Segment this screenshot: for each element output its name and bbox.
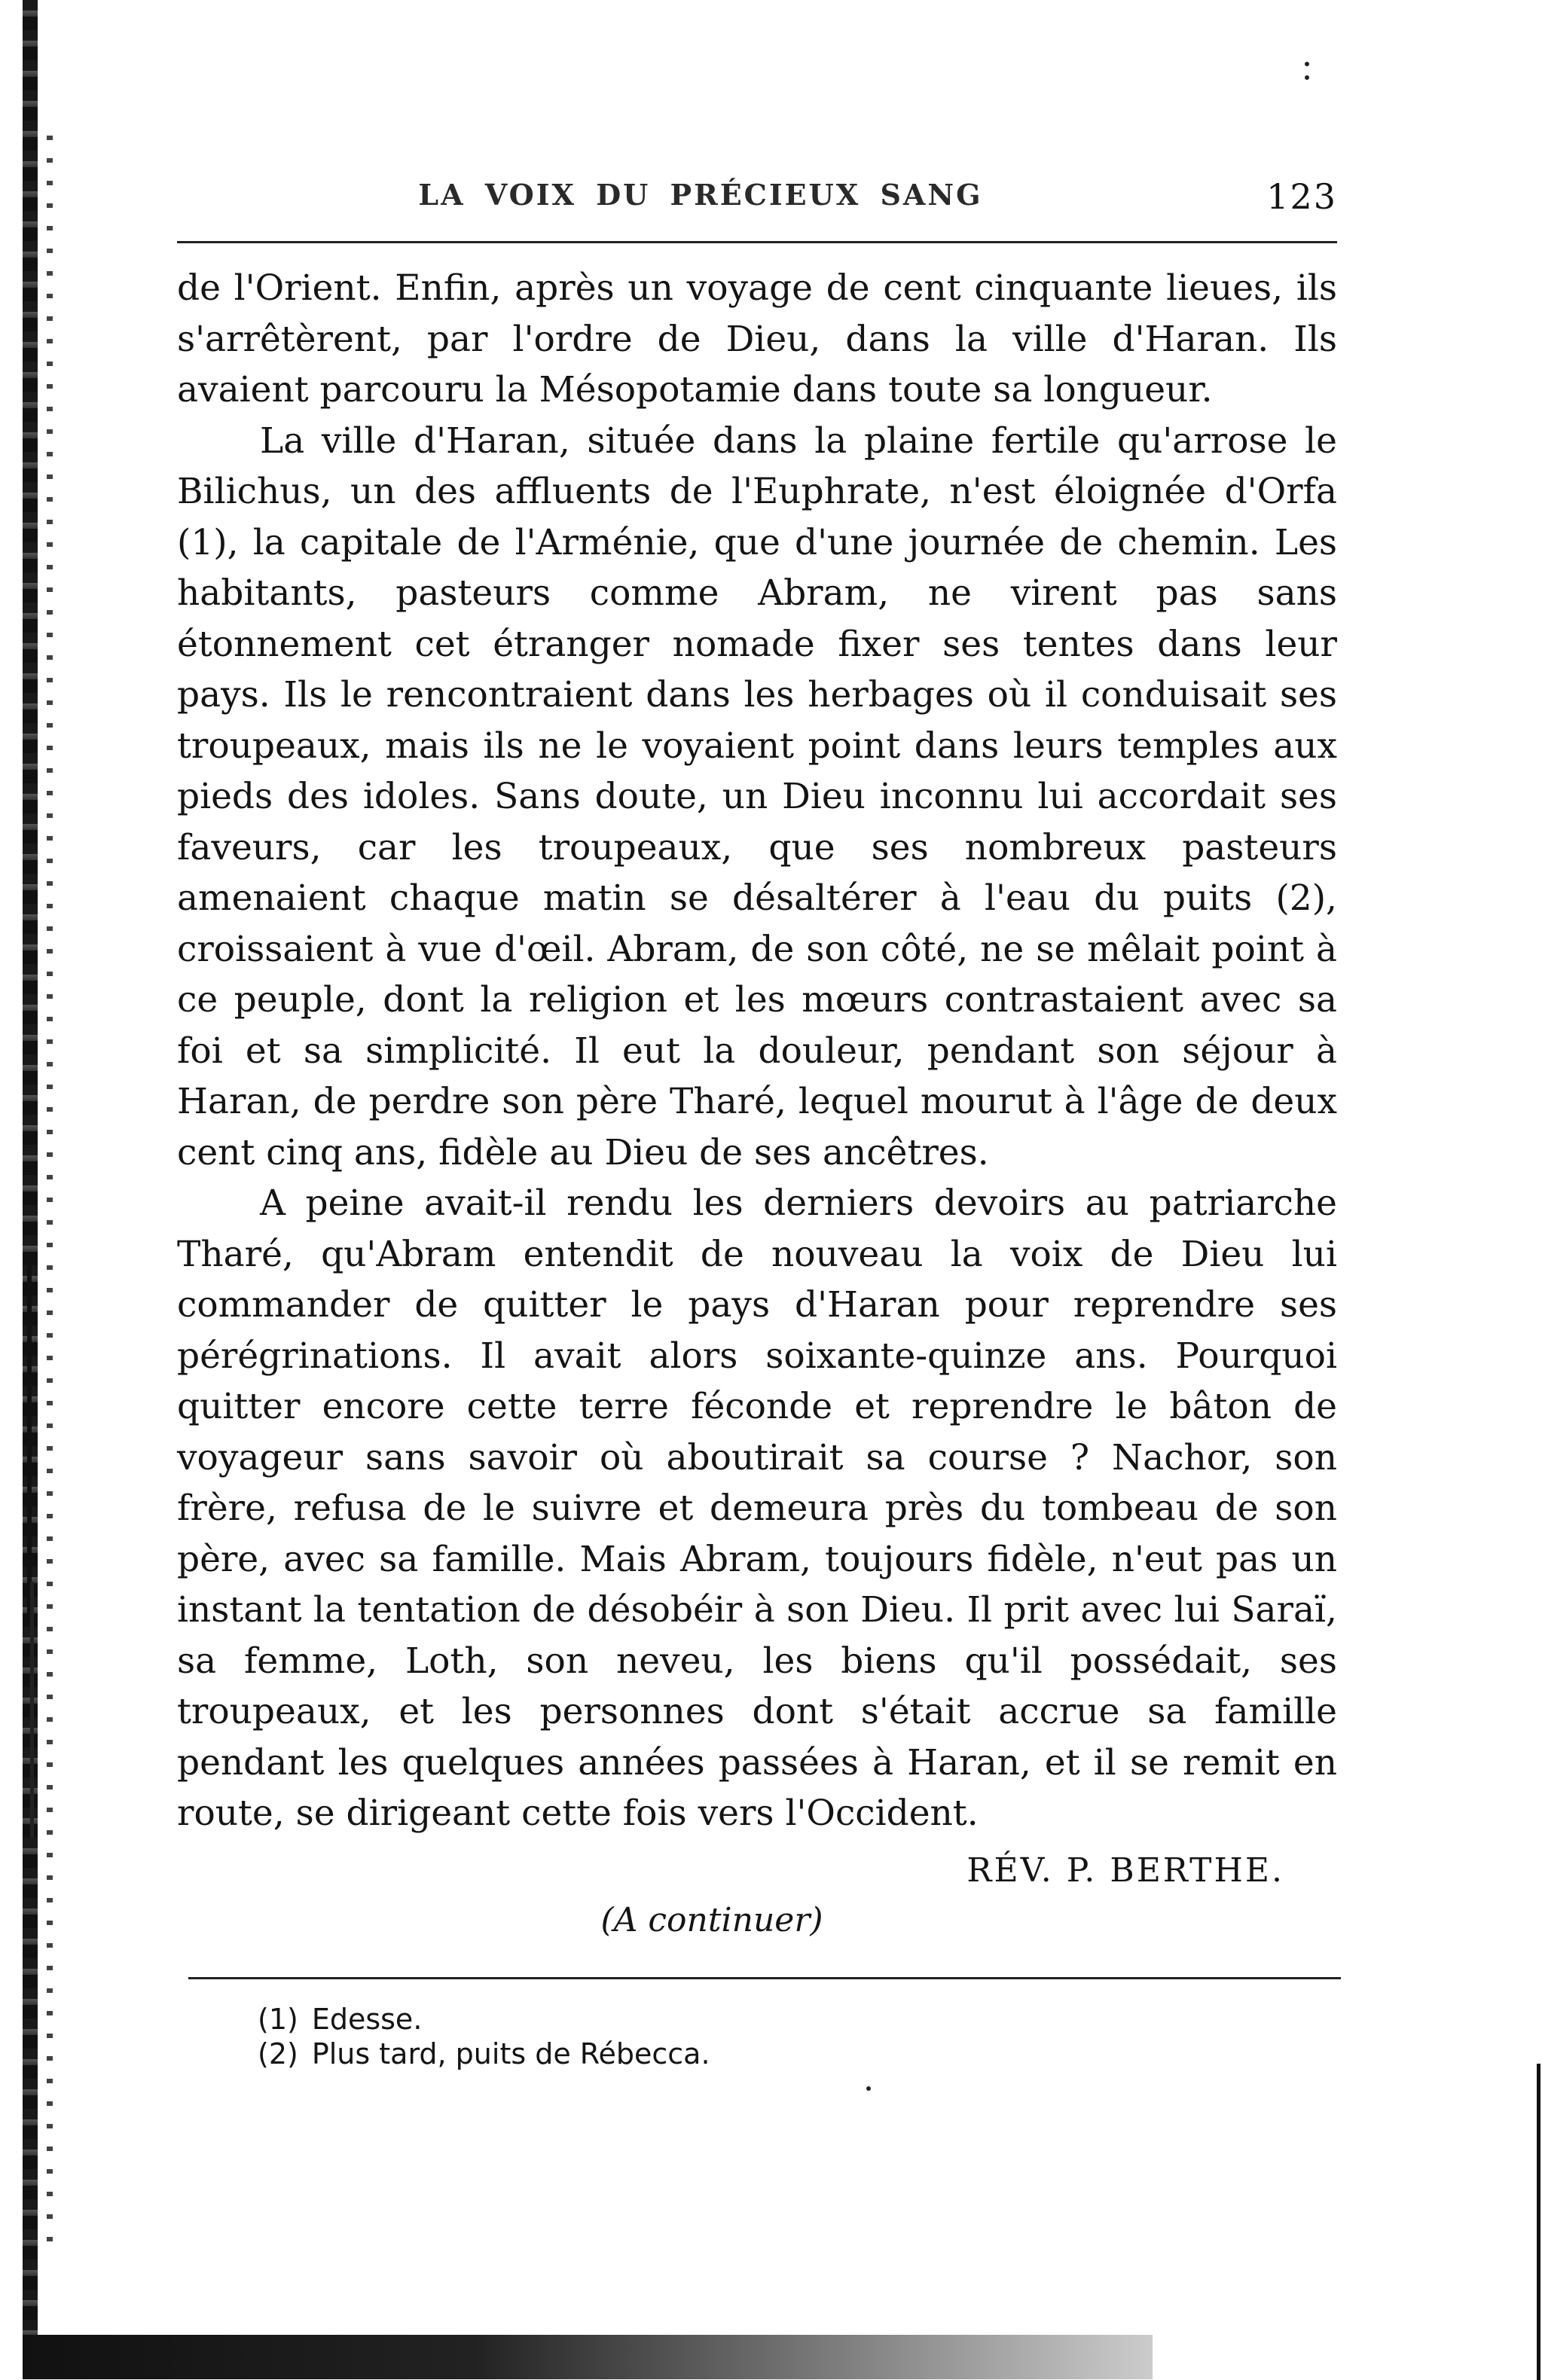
- continuation-note: (A continuer): [600, 1900, 823, 1939]
- paragraph: A peine avait-il rendu les derniers devoirs au patriarche Tharé, qu'Abram entendit de nouveau la voix de Dieu lui commander de quitter le pays d'Haran pour reprendre ses pérégrinations. Il avait alors soixante-quinze ans. Pourquoi quitter encore cette terre féconde et reprendre le bâton de voyageur sans savoir où aboutirait sa course ? Nachor, son frère, refusa de le suivre et demeura près du tombeau de son père, avec sa famille. Mais Abram, toujours fidèle, n'eut pas un instant la tentation de désobéir à son Dieu. Il prit avec lui Saraï, sa femme, Loth, son neveu, les biens qu'il possédait, ses troupeaux, et les personnes dont s'était accrue sa famille pendant les quelques années passées à Haran, et il se remit en route, se dirigeant cette fois vers l'Occident.: [177, 1182, 1337, 1834]
- scan-edge-mark: [27, 1265, 32, 1627]
- footnote: [258, 2002, 1337, 2037]
- footnote-marker: (1): [258, 2002, 298, 2036]
- scan-speck: [866, 2086, 871, 2091]
- footnote-rule: [188, 1977, 1341, 1979]
- scan-edge-shadow: [23, 0, 38, 2379]
- footnote: [258, 2037, 1337, 2071]
- body-text: [177, 263, 1337, 1839]
- running-head: [177, 173, 1337, 226]
- footnotes: [177, 2002, 1337, 2071]
- header-rule: [177, 241, 1337, 243]
- footnote-marker: (2): [258, 2037, 298, 2070]
- footnote-text: Edesse.: [311, 2002, 423, 2036]
- scan-speck: [1305, 62, 1309, 66]
- paragraph: La ville d'Haran, située dans la plaine fertile qu'arrose le Bilichus, un des affluents de l'Euphrate, n'est éloignée d'Orfa (1), la capitale de l'Arménie, que d'une journée de chemin. Les habitants, pasteurs comme Abram, ne virent pas sans étonnement cet étranger nomade fixer ses tentes dans leur pays. Ils le rencontraient dans les herbages où il conduisait ses troupeaux, mais ils ne le voyaient point dans leurs temples aux pieds des idoles. Sans doute, un Dieu inconnu lui accordait ses faveurs, car les troupeaux, que ses nombreux pasteurs amenaient chaque matin se désaltérer à l'eau du puits (2), croissaient à vue d'œil. Abram, de son côté, ne se mêlait point à ce peuple, dont la religion et les mœurs contrastaient avec sa foi et sa simplicité. Il eut la douleur, pendant son séjour à Haran, de perdre son père Tharé, lequel mourut à l'âge de deux cent cinq ans, fidèle au Dieu de ses ancêtres.: [177, 420, 1337, 1173]
- running-title: LA VOIX DU PRÉCIEUX SANG: [418, 178, 983, 212]
- scan-edge-mark-right: [1537, 2064, 1540, 2380]
- page-number: 123: [1266, 176, 1337, 217]
- scan-speck: [1305, 75, 1309, 80]
- document-page: [177, 173, 1337, 2071]
- footnote-text: Plus tard, puits de Rébecca.: [311, 2037, 710, 2070]
- scan-bottom-shadow: [23, 2335, 1153, 2379]
- author-signature: RÉV. P. BERTHE.: [966, 1851, 1284, 1890]
- scan-edge-mark: [30, 1582, 34, 1838]
- paragraph: de l'Orient. Enfin, après un voyage de cent cinquante lieues, ils s'arrêtèrent, par l'ordre de Dieu, dans la ville d'Haran. Ils avaient parcouru la Mésopotamie dans toute sa longueur.: [177, 267, 1337, 410]
- scan-edge-texture: [47, 136, 53, 2244]
